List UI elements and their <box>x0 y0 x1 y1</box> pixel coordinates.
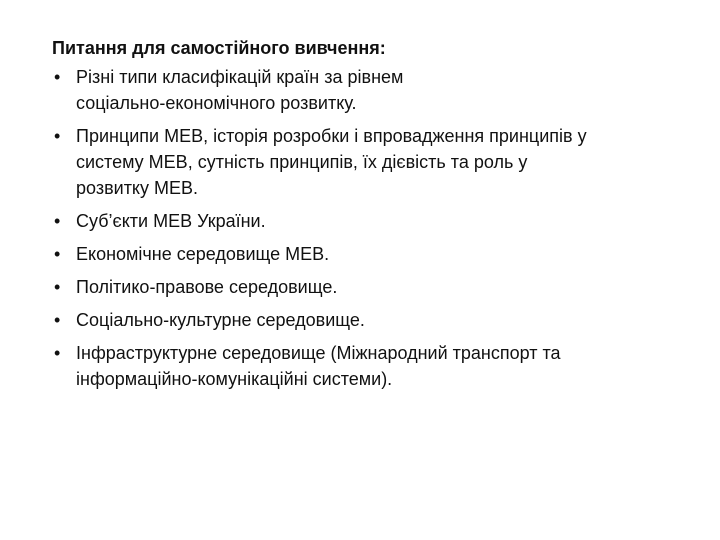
list-item <box>52 340 692 392</box>
list-item-line: систему МЕВ, сутність принципів, їх дієвість та роль у <box>76 152 528 172</box>
bullet-icon: • <box>54 126 61 146</box>
list-item-line: Політико-правове середовище. <box>76 277 338 297</box>
slide-heading: Питання для самостійного вивчення: <box>52 38 386 58</box>
list-item-line: розвитку МЕВ. <box>76 178 199 198</box>
list-item <box>52 241 692 267</box>
list-item-line: Інфраструктурне середовище (Міжнародний транспорт та <box>76 343 561 363</box>
list-item <box>52 274 692 300</box>
bullet-icon: • <box>54 211 61 231</box>
list-item-line: Принципи МЕВ, історія розробки і впровадження принципів у <box>76 126 587 146</box>
list-item <box>52 208 692 234</box>
list-item <box>52 64 692 116</box>
list-item <box>52 307 692 333</box>
list-item-line: інформаційно-комунікаційні системи). <box>76 369 393 389</box>
list-item-line: Соціально-культурне середовище. <box>76 310 365 330</box>
list-item-line: Різні типи класифікацій країн за рівнем <box>76 67 404 87</box>
bullet-list <box>52 64 692 399</box>
list-item-line: Економічне середовище МЕВ. <box>76 244 330 264</box>
list-item-line: соціально-економічного розвитку. <box>76 93 357 113</box>
bullet-icon: • <box>54 310 61 330</box>
list-item-line: Суб’єкти МЕВ України. <box>76 211 266 231</box>
bullet-icon: • <box>54 343 61 363</box>
bullet-icon: • <box>54 67 61 87</box>
list-item <box>52 123 692 201</box>
bullet-icon: • <box>54 244 61 264</box>
bullet-icon: • <box>54 277 61 297</box>
